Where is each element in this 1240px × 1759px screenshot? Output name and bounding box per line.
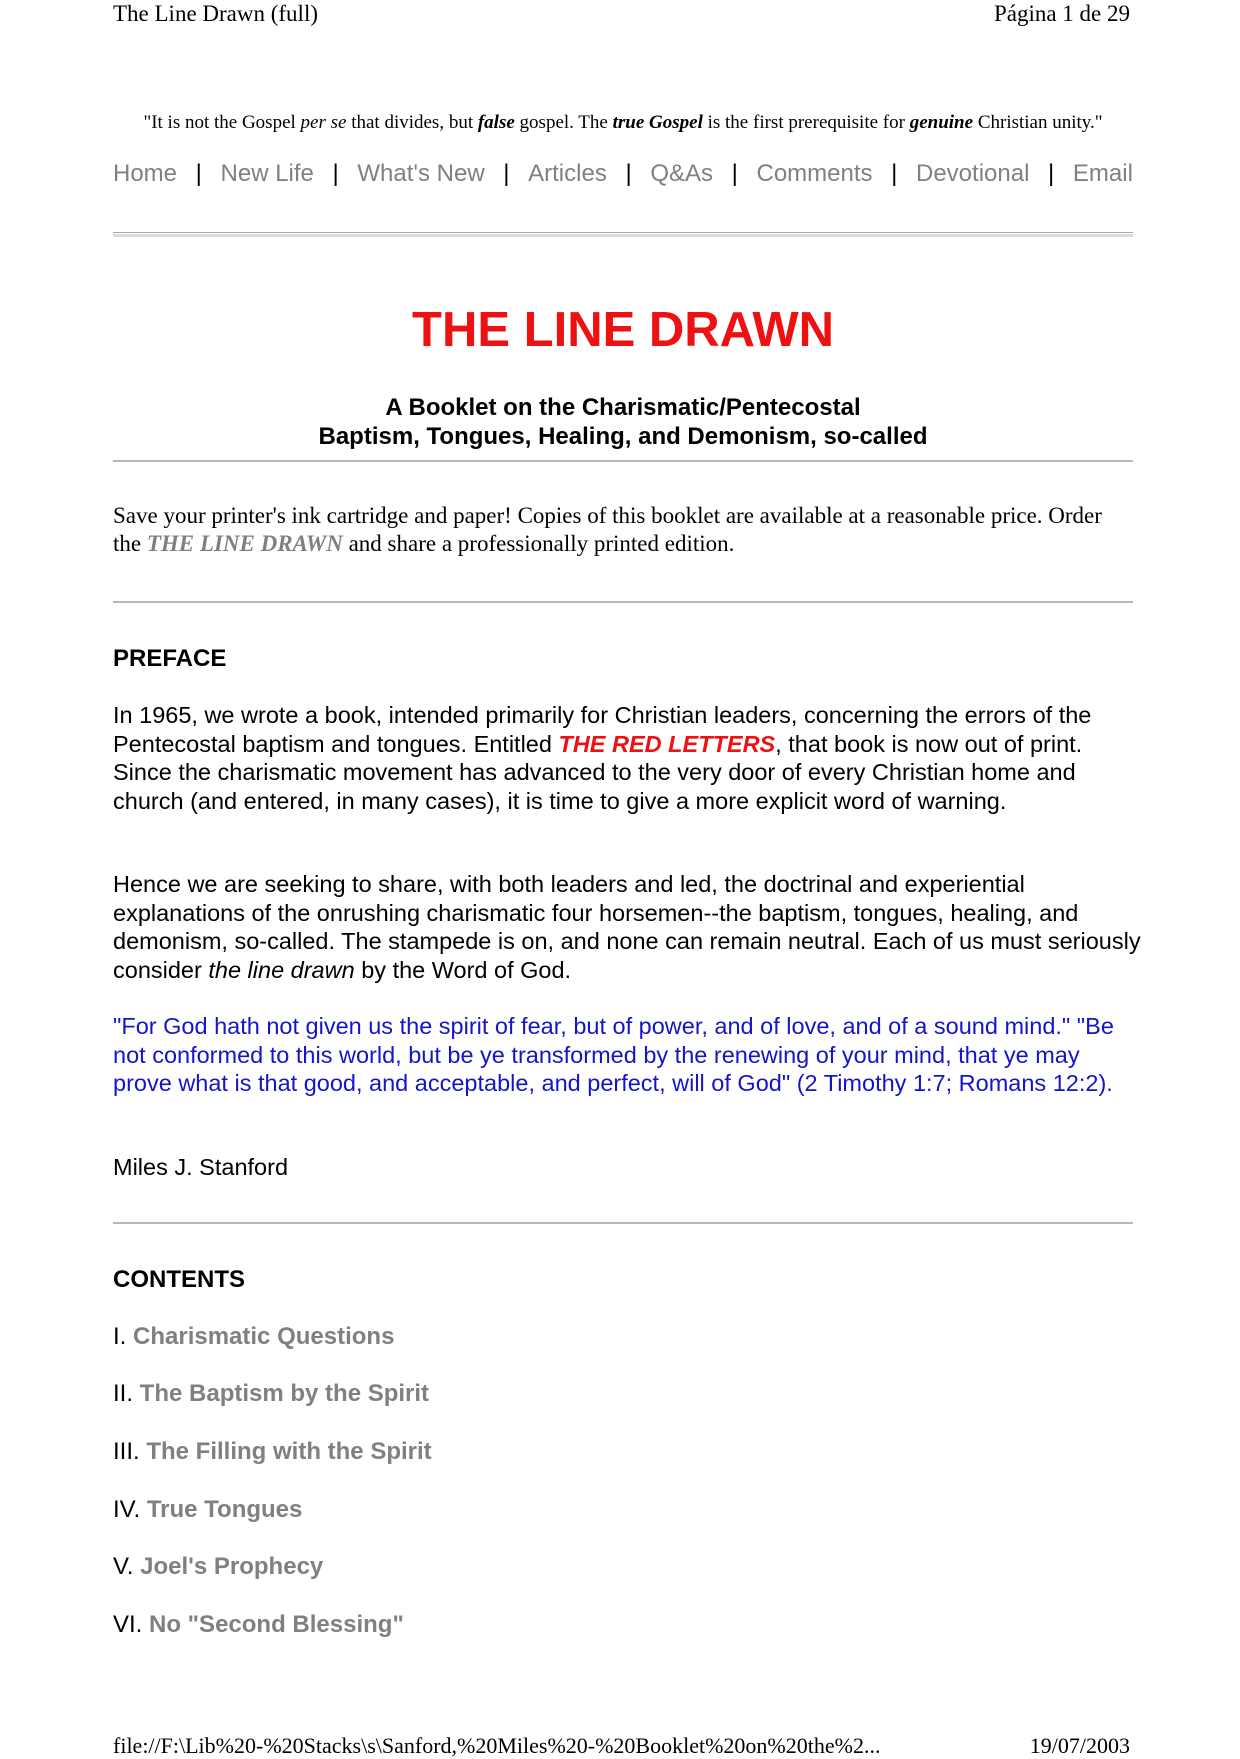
nav-home[interactable]: Home xyxy=(113,160,178,187)
page-subtitle xyxy=(113,393,1133,451)
nav-comments[interactable]: Comments xyxy=(756,160,873,187)
toc-item xyxy=(113,1438,432,1466)
paragraph-text: In 1965, we wrote a book, intended primarily for Christian leaders, concerning the errors of the Pentecostal baptism and tongues. Entitled xyxy=(113,702,1092,757)
toc-item xyxy=(113,1553,323,1581)
quote-emphasis: genuine xyxy=(909,112,974,133)
divider xyxy=(113,1222,1133,1224)
toc-link[interactable]: True Tongues xyxy=(146,1496,303,1523)
quote-text: Christian unity." xyxy=(973,112,1103,133)
quote-text: "It is not the Gospel xyxy=(143,112,301,133)
nav-separator: | xyxy=(891,160,898,187)
print-footer-url: file://F:\Lib%20-%20Stacks\s\Sanford,%20Miles%20-%20Booklet%20on%20the%2... xyxy=(113,1733,881,1758)
toc-link[interactable]: No "Second Blessing" xyxy=(149,1611,404,1638)
toc-link[interactable]: The Filling with the Spirit xyxy=(146,1438,432,1465)
toc-link[interactable]: The Baptism by the Spirit xyxy=(139,1380,430,1407)
quote-emphasis: true Gospel xyxy=(612,112,703,133)
nav-separator: | xyxy=(731,160,738,187)
nav-separator: | xyxy=(195,160,202,187)
toc-item xyxy=(113,1323,394,1351)
quote-text: gospel. The xyxy=(514,112,613,133)
preface-paragraph-1 xyxy=(113,701,1143,815)
print-header-page-number: Página 1 de 29 xyxy=(993,1,1130,26)
divider xyxy=(113,460,1133,462)
nav-new-life[interactable]: New Life xyxy=(220,160,314,187)
page-title: THE LINE DRAWN xyxy=(412,303,834,357)
header-quote xyxy=(113,110,1133,136)
subtitle-line: A Booklet on the Charismatic/Pentecostal xyxy=(385,394,861,421)
quote-emphasis: per se xyxy=(300,112,347,133)
top-navigation xyxy=(113,160,1133,188)
subtitle-line: Baptism, Tongues, Healing, and Demonism, so-called xyxy=(318,423,928,450)
nav-separator: | xyxy=(503,160,510,187)
toc-number: IV. xyxy=(113,1496,147,1523)
paragraph-emphasis: the line drawn xyxy=(208,956,355,983)
author-signature: Miles J. Stanford xyxy=(113,1154,289,1180)
nav-whats-new[interactable]: What's New xyxy=(357,160,485,187)
nav-separator: | xyxy=(1048,160,1055,187)
toc-item xyxy=(113,1380,429,1408)
contents-heading: CONTENTS xyxy=(113,1266,245,1293)
divider xyxy=(113,232,1133,237)
toc-number: VI. xyxy=(113,1611,150,1638)
order-booklet-link[interactable]: THE LINE DRAWN xyxy=(146,531,343,556)
preface-paragraph-2 xyxy=(113,870,1143,984)
nav-email[interactable]: Email xyxy=(1072,160,1133,187)
nav-separator: | xyxy=(332,160,339,187)
toc-item xyxy=(113,1611,404,1639)
toc-number: V. xyxy=(113,1553,141,1580)
paragraph-text: by the Word of God. xyxy=(354,956,572,983)
quote-text: is the first prerequisite for xyxy=(702,112,910,133)
toc-item xyxy=(113,1496,302,1524)
order-note-text: and share a professionally printed edition. xyxy=(342,531,735,556)
nav-separator: | xyxy=(625,160,632,187)
scripture-quote: "For God hath not given us the spirit of fear, but of power, and of love, and of a sound mind." "Be not conformed to this world, but be ye transformed by the renewing of your mind, that ye may prove what is that good, and acceptable, and perfect, will of God" (2 Timothy 1:7; Romans 12:2). xyxy=(113,1013,1114,1096)
nav-qas[interactable]: Q&As xyxy=(650,160,713,187)
toc-link[interactable]: Charismatic Questions xyxy=(133,1323,395,1350)
toc-number: III. xyxy=(113,1438,147,1465)
book-title-emphasis: THE RED LETTERS xyxy=(558,730,776,757)
divider xyxy=(113,601,1133,603)
toc-number: I. xyxy=(113,1323,134,1350)
nav-articles[interactable]: Articles xyxy=(528,160,607,187)
toc-number: II. xyxy=(113,1380,140,1407)
preface-heading: PREFACE xyxy=(113,645,227,672)
order-note xyxy=(113,502,1133,558)
paragraph-text: Hence we are seeking to share, with both leaders and led, the doctrinal and experiential explanations of the onrushing charismatic four horsemen--the baptism, tongues, healing, and demonism, so-called. The stampede is on, and none can remain neutral. Each of us must seriously consider xyxy=(113,871,1141,983)
quote-emphasis: false xyxy=(477,112,515,133)
print-header-title: The Line Drawn (full) xyxy=(113,1,319,26)
nav-devotional[interactable]: Devotional xyxy=(916,160,1030,187)
quote-text: that divides, but xyxy=(346,112,478,133)
toc-link[interactable]: Joel's Prophecy xyxy=(140,1553,324,1580)
print-footer-date: 19/07/2003 xyxy=(1029,1733,1130,1758)
paragraph-text: , that book is now out of print. Since the charismatic movement has advanced to the very door of every Christian home and church (and entered, in many cases), it is time to give a more explicit word of warning. xyxy=(113,730,1083,814)
order-note-text: Save your printer's ink cartridge and paper! Copies of this booklet are available at a reasonable price. Order the xyxy=(113,503,1102,556)
